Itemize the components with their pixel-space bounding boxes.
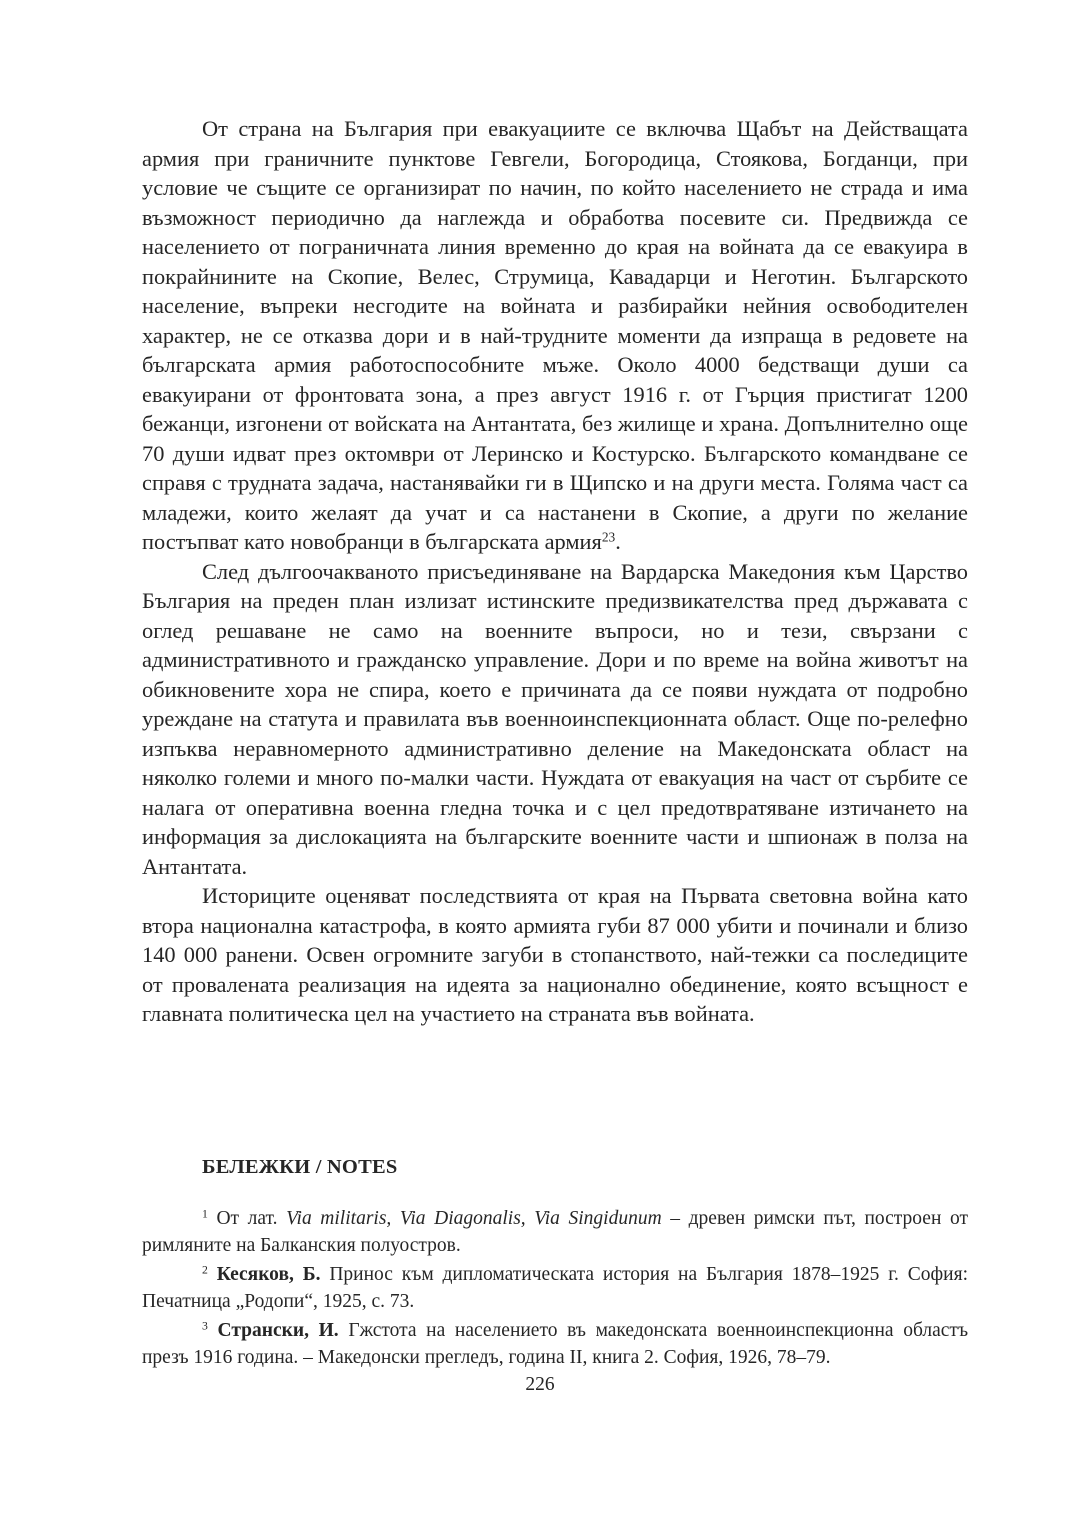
note-item bbox=[142, 1261, 968, 1315]
notes-heading: БЕЛЕЖКИ / NOTES bbox=[202, 1156, 398, 1178]
paragraph bbox=[142, 114, 968, 557]
paragraph bbox=[142, 557, 968, 882]
page-number: 226 bbox=[525, 1374, 555, 1395]
note-author: Странски, И. bbox=[217, 1320, 339, 1341]
note-author: Кесяков, Б. bbox=[216, 1264, 321, 1285]
note-number: 2 bbox=[202, 1263, 208, 1277]
note-item bbox=[142, 1205, 968, 1259]
paragraph-text: След дългоочакваното присъединяване на Вардарска Македония към Царство България на преден план излизат истинските предизвикателства пред държавата с оглед решаване не само на военните въпроси, но и тези, свързани с административното и гражданско управление. Дори и по време на война животът на обикновените хора не спира, което е причината да се появи нуждата от подробно уреждане на статута и правилата във военноинспекционната област. Още по-релефно изпъква неравномерното административно деление на Македонската област на няколко големи и много по-малки части. Нуждата от евакуация на част от сърбите се налага от оперативна военна гледна точка и с цел предотвратяване изтичането на информация за дислокацията на българските военните части и шпионаж в полза на Антантата. bbox=[142, 558, 968, 879]
note-number: 3 bbox=[202, 1319, 208, 1333]
main-text bbox=[142, 114, 968, 1029]
note-item bbox=[142, 1317, 968, 1371]
paragraph-text: Историците оценяват последствията от края на Първата световна война като втора национална катастрофа, в която армията губи 87 000 убити и починали и близо 140 000 ранени. Освен огромните загуби в стопанството, най-тежки са последиците от провалената реализация на идеята за национално обединение, която всъщност е главната политическа цел на участието на страната във войната. bbox=[142, 883, 968, 1026]
paragraph-text: От страна на България при евакуациите се включва Щабът на Действащата армия при граничните пунктове Гевгели, Богородица, Стоякова, Богданци, при условие че същите се организират по начин, по който населението не страда и има възможност периодично да наглежда и обработва посевите си. Предвижда се населението от пограничната линия временно до края на войната да се евакуира в покрайнините на Скопие, Велес, Струмица, Кавадарци и Неготин. Българското население, въпреки несгодите на войната и разбирайки нейния освободителен характер, не се отказва дори и в най-трудните моменти да изпраща в редовете на българската армия работоспособните мъже. Около 4000 бедстващи души са евакуирани от фронтовата зона, а през август 1916 г. от Гърция пристигат 1200 бежанци, изгонени от войската на Антантата, без жилище и храна. Допълнително още 70 души идват през октомври от Леринско и Костурско. Българското командване се справя с трудната задача, настанявайки ги в Щипско и на други места. Голяма част са младежи, които желаят да учат и са настанени в Скопие, а други по желание постъпват като новобранци в българската армия bbox=[142, 116, 968, 554]
note-number: 1 bbox=[202, 1207, 208, 1221]
notes-list bbox=[142, 1205, 968, 1373]
note-text: – древен римски път, построен от римляните на Балканския полуостров. bbox=[142, 1208, 969, 1257]
paragraph-tail: . bbox=[615, 529, 621, 554]
note-text: Гжстота на населението въ македонската военноинспекционна областъ презъ 1916 година. – Македонски прегледъ, година II, книга 2. София, 1926, 78–79. bbox=[142, 1320, 969, 1369]
footnote-reference: 23 bbox=[601, 529, 616, 545]
note-italic-title: Via militaris, Via Diagonalis, Via Singidunum bbox=[286, 1208, 662, 1229]
note-lead: От лат. bbox=[216, 1208, 287, 1229]
note-text: Принос към дипломатическата история на България 1878–1925 г. София: Печатница „Родопи“, 1925, с. 73. bbox=[142, 1264, 968, 1313]
paragraph bbox=[142, 881, 968, 1029]
